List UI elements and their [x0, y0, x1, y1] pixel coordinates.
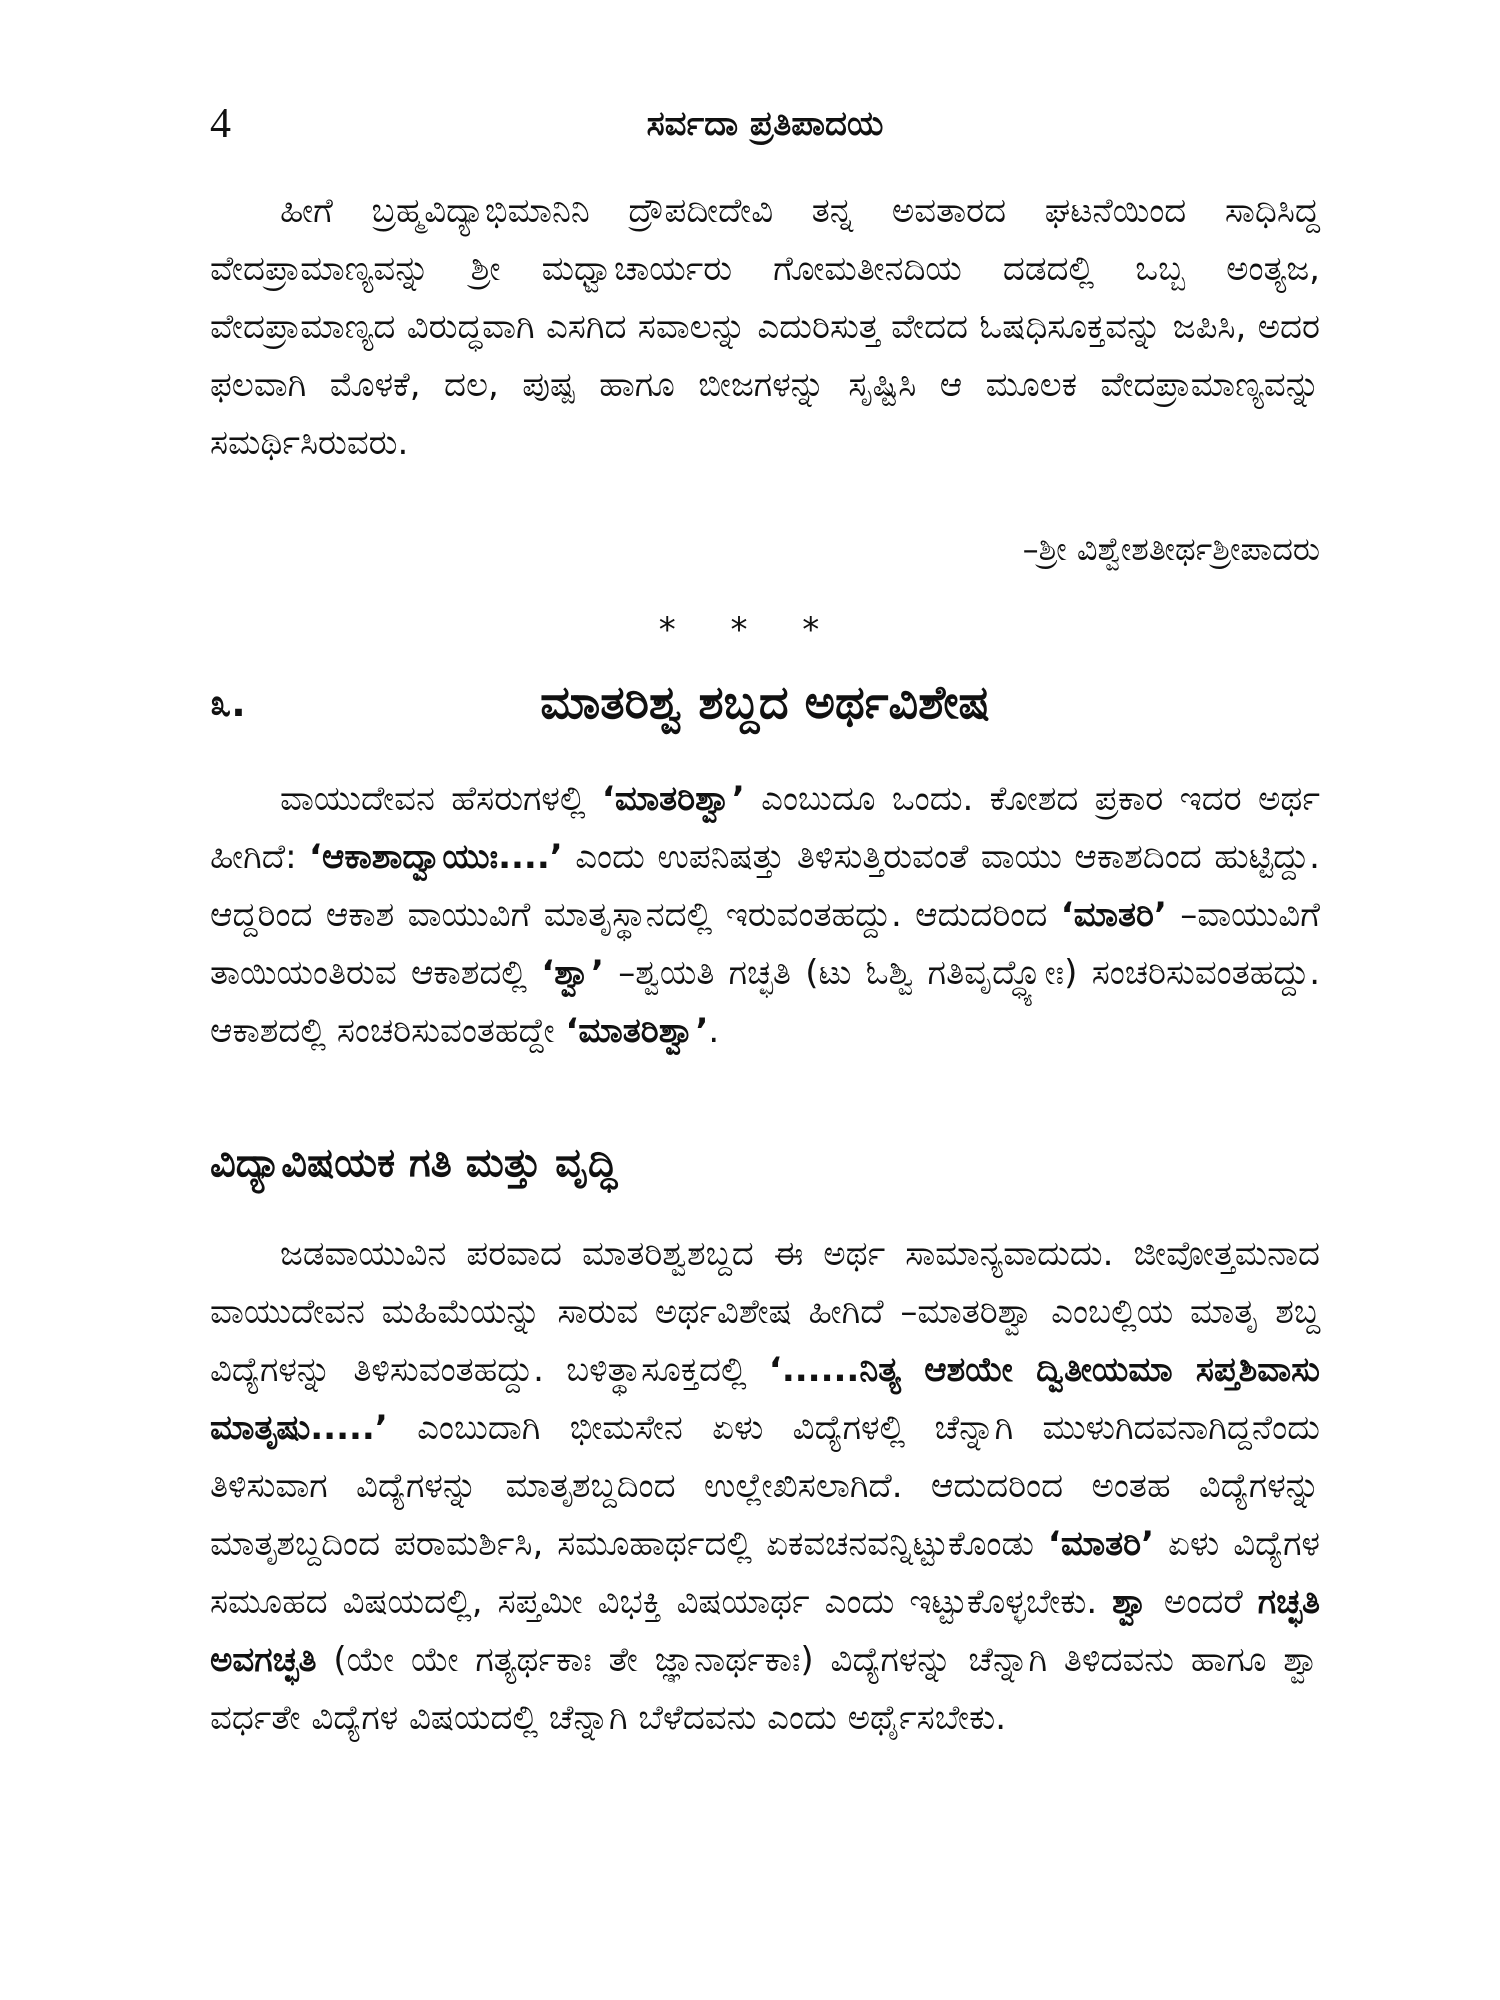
section-separator: * * *: [658, 610, 842, 650]
paragraph-1: [210, 182, 1320, 472]
bold-term: ‘ಆಕಾಶಾದ್ವಾಯುಃ....’: [309, 837, 563, 877]
text-run: ಎಂಬುದೂ ಒಂದು. ಕೋಶದ ಪ್ರಕಾರ ಇದರ ಅರ್ಥ ಹೀಗಿದೆ:: [210, 779, 1320, 877]
text-run: (ಯೇ ಯೇ ಗತ್ಯರ್ಥಕಾಃ ತೇ ಜ್ಞಾನಾರ್ಥಕಾಃ) ವಿದ್ಯೆಗಳನ್ನು ಚೆನ್ನಾಗಿ ತಿಳಿದವನು ಹಾಗೂ ಶ್ವಾ ವರ್ಧತೇ ವಿದ್ಯೆಗಳ ವಿಷಯದಲ್ಲಿ ಚೆನ್ನಾಗಿ ಬೆಳೆದವನು ಎಂದು ಅರ್ಥೈಸಬೇಕು.: [210, 1640, 1320, 1738]
paragraph-1-text: ಹೀಗೆ ಬ್ರಹ್ಮವಿದ್ಯಾಭಿಮಾನಿನಿ ದ್ರೌಪದೀದೇವಿ ತನ್ನ ಅವತಾರದ ಘಟನೆಯಿಂದ ಸಾಧಿಸಿದ್ದ ವೇದಪ್ರಾಮಾಣ್ಯವನ್ನು ಶ್ರೀ ಮಧ್ವಾಚಾರ್ಯರು ಗೋಮತೀನದಿಯ ದಡದಲ್ಲಿ ಒಬ್ಬ ಅಂತ್ಯಜ, ವೇದಪ್ರಾಮಾಣ್ಯದ ವಿರುದ್ಧವಾಗಿ ಎಸಗಿದ ಸವಾಲನ್ನು ಎದುರಿಸುತ್ತ ವೇದದ ಓಷಧಿಸೂಕ್ತವನ್ನು ಜಪಿಸಿ, ಅದರ ಫಲವಾಗಿ ಮೊಳಕೆ, ದಲ, ಪುಷ್ಪ ಹಾಗೂ ಬೀಜಗಳನ್ನು ಸೃಷ್ಟಿಸಿ ಆ ಮೂಲಕ ವೇದಪ್ರಾಮಾಣ್ಯವನ್ನು ಸಮರ್ಥಿಸಿರುವರು.: [210, 191, 1320, 463]
subheading: ವಿದ್ಯಾವಿಷಯಕ ಗತಿ ಮತ್ತು ವೃದ್ಧಿ: [210, 1140, 618, 1186]
section-title: ಮಾತರಿಶ್ವ ಶಬ್ದದ ಅರ್ಥವಿಶೇಷ: [540, 675, 990, 729]
bold-term: ಶ್ವಾ: [1112, 1582, 1149, 1622]
paragraph-2: [210, 770, 1320, 1060]
page-number: 4: [210, 101, 231, 147]
section-heading: [210, 675, 1320, 745]
text-run: ವಾಯುದೇವನ ಹೆಸರುಗಳಲ್ಲಿ: [280, 779, 602, 819]
text-run: –ಶ್ವಯತಿ ಗಚ್ಛತಿ (ಟು ಓಶ್ವಿ ಗತಿವೃದ್ಧ್ಯೋಃ) ಸಂಚರಿಸುವಂತಹದ್ದು. ಆಕಾಶದಲ್ಲಿ ಸಂಚರಿಸುವಂತಹದ್ದೇ: [210, 953, 1320, 1051]
page-header: [210, 100, 1320, 160]
text-run: ಅಂದರೆ: [1148, 1582, 1258, 1622]
bold-term: ‘ಮಾತರಿ’: [1047, 1524, 1155, 1564]
text-run: ಎಂದು ಉಪನಿಷತ್ತು ತಿಳಿಸುತ್ತಿರುವಂತೆ ವಾಯು ಆಕಾಶದಿಂದ ಹುಟ್ಟಿದ್ದು. ಆದ್ದರಿಂದ ಆಕಾಶ ವಾಯುವಿಗೆ ಮಾತೃಸ್ಥಾನದಲ್ಲಿ ಇರುವಂತಹದ್ದು. ಆದುದರಿಂದ: [210, 837, 1320, 935]
bold-quote: ‘......ನಿತ್ಯ ಆಶಯೇ ದ್ವಿತೀಯಮಾ ಸಪ್ತಶಿವಾಸು ಮಾತೃಷು.....’: [210, 1350, 1320, 1448]
text-run: –ವಾಯುವಿಗೆ ತಾಯಿಯಂತಿರುವ ಆಕಾಶದಲ್ಲಿ: [210, 895, 1320, 993]
bold-term: ‘ಶ್ವಾ’: [541, 953, 604, 993]
signature: –ಶ್ರೀ ವಿಶ್ವೇಶತೀರ್ಥಶ್ರೀಪಾದರು: [1022, 530, 1320, 568]
text-run: ಜಡವಾಯುವಿನ ಪರವಾದ ಮಾತರಿಶ್ವಶಬ್ದದ ಈ ಅರ್ಥ ಸಾಮಾನ್ಯವಾದುದು. ಜೀವೋತ್ತಮನಾದ ವಾಯುದೇವನ ಮಹಿಮೆಯನ್ನು ಸಾರುವ ಅರ್ಥವಿಶೇಷ ಹೀಗಿದೆ –ಮಾತರಿಶ್ವಾ ಎಂಬಲ್ಲಿಯ ಮಾತೃ ಶಬ್ದ ವಿದ್ಯೆಗಳನ್ನು ತಿಳಿಸುವಂತಹದ್ದು. ಬಳಿತ್ಥಾಸೂಕ್ತದಲ್ಲಿ: [210, 1234, 1320, 1390]
bold-term: ‘ಮಾತರಿ’: [1060, 895, 1167, 935]
bold-term: ಗಚ್ಛತಿ ಅವಗಚ್ಛತಿ: [210, 1582, 1320, 1680]
running-title: ಸರ್ವದಾ ಪ್ರತಿಪಾದಯ: [646, 104, 884, 144]
text-run: ಎಂಬುದಾಗಿ ಭೀಮಸೇನ ಏಳು ವಿದ್ಯೆಗಳಲ್ಲಿ ಚೆನ್ನಾಗಿ ಮುಳುಗಿದವನಾಗಿದ್ದನೆಂದು ತಿಳಿಸುವಾಗ ವಿದ್ಯೆಗಳನ್ನು ಮಾತೃಶಬ್ದದಿಂದ ಉಲ್ಲೇಖಿಸಲಾಗಿದೆ. ಆದುದರಿಂದ ಅಂತಹ ವಿದ್ಯೆಗಳನ್ನು ಮಾತೃಶಬ್ದದಿಂದ ಪರಾಮರ್ಶಿಸಿ, ಸಮೂಹಾರ್ಥದಲ್ಲಿ ಏಕವಚನವನ್ನಿಟ್ಟುಕೊಂಡು: [210, 1408, 1320, 1564]
text-run: ಏಳು ವಿದ್ಯೆಗಳ ಸಮೂಹದ ವಿಷಯದಲ್ಲಿ, ಸಪ್ತಮೀ ವಿಭಕ್ತಿ ವಿಷಯಾರ್ಥ ಎಂದು ಇಟ್ಟುಕೊಳ್ಳಬೇಕು.: [210, 1524, 1320, 1622]
text-run: .: [708, 1011, 720, 1051]
paragraph-3: [210, 1225, 1320, 1747]
paragraph-3-text: [210, 1225, 1320, 1747]
bold-term: ‘ಮಾತರಿಶ್ವಾ’: [601, 779, 745, 819]
bold-term: ‘ಮಾತರಿಶ್ವಾ’: [565, 1011, 709, 1051]
section-number: ೩.: [210, 681, 246, 725]
paragraph-2-text: [210, 770, 1320, 1060]
